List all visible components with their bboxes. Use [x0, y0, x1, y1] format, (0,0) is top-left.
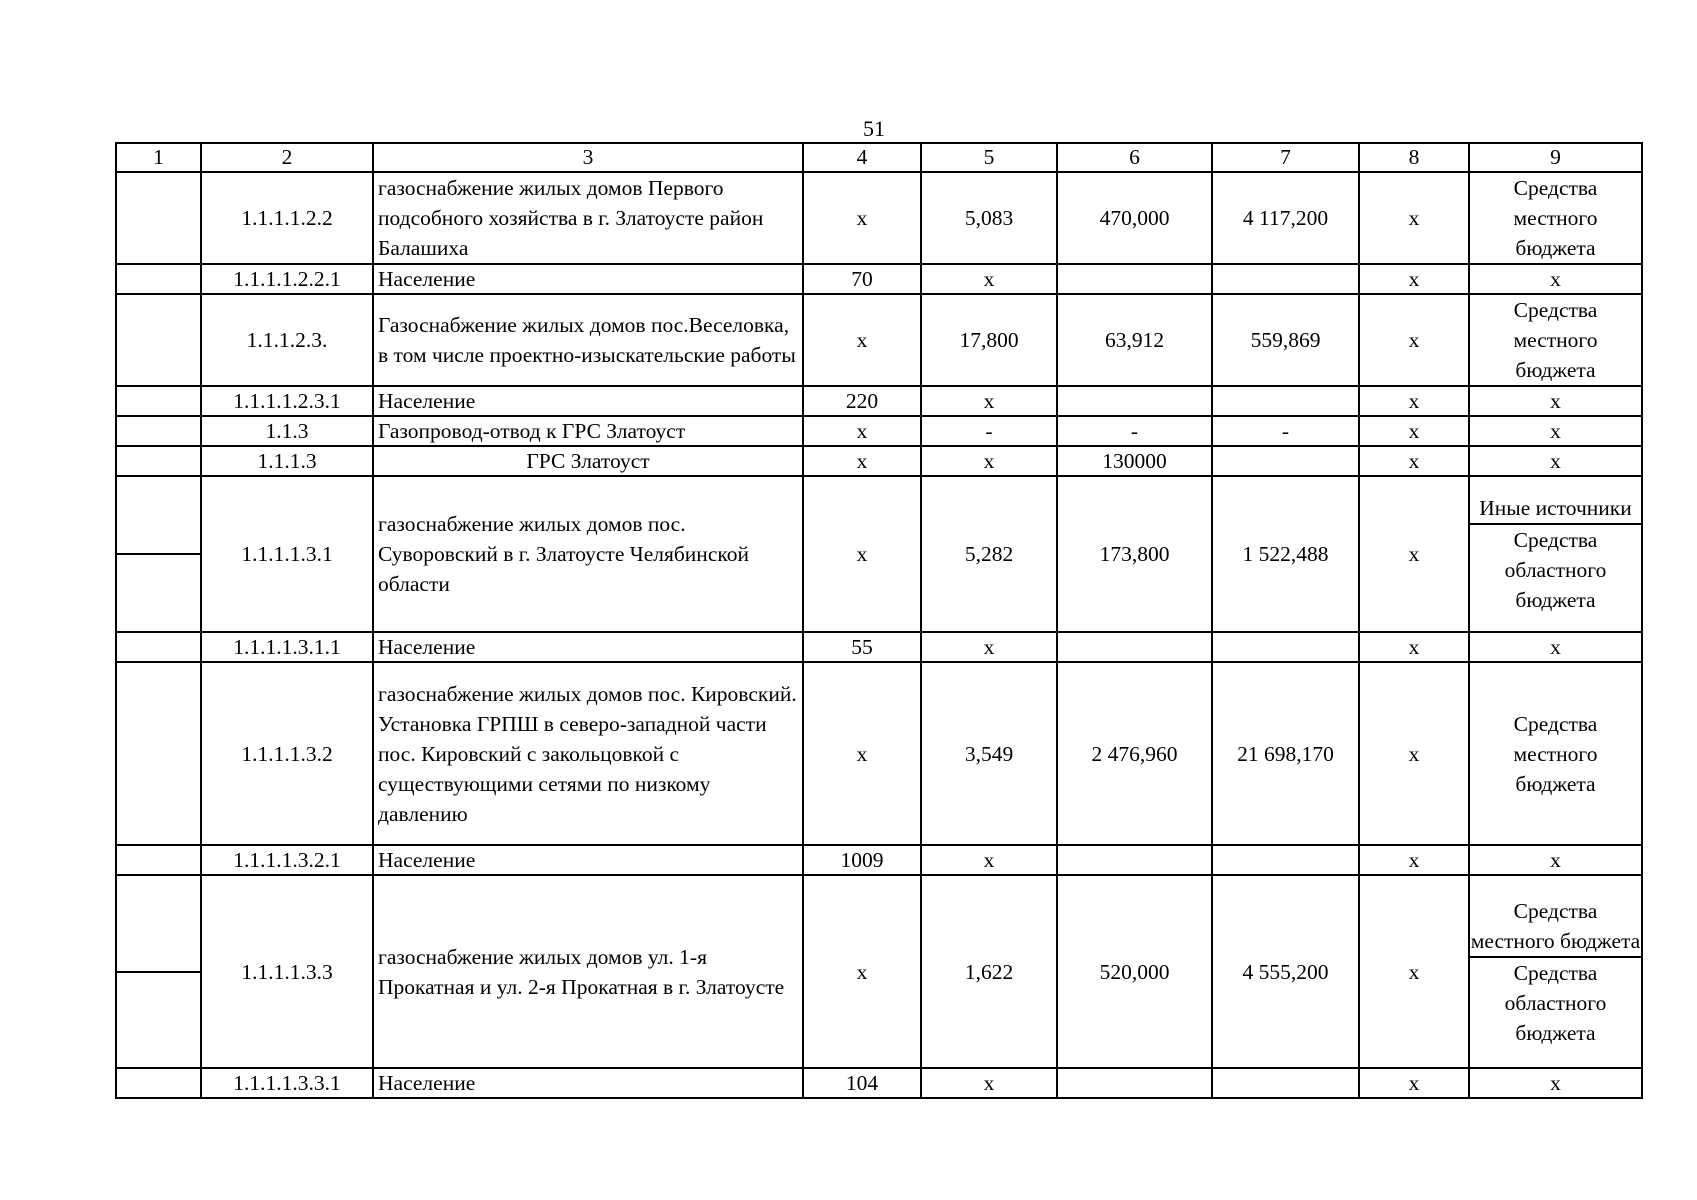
cell-col5: х	[921, 264, 1057, 294]
cell-description: газоснабжение жилых домов пос. Суворовский в г. Златоусте Челябинской области	[373, 476, 803, 632]
table-row	[116, 1068, 1642, 1098]
cell-col6	[1057, 632, 1212, 662]
cell-col5: х	[921, 632, 1057, 662]
cell-funding-source: х	[1469, 416, 1642, 446]
cell-col5: х	[921, 446, 1057, 476]
cell-col5: х	[921, 845, 1057, 875]
cell-col4: х	[803, 875, 921, 1068]
cell-col7	[1212, 264, 1359, 294]
table-row	[116, 386, 1642, 416]
cell-funding-source: Средства местного бюджета	[1469, 172, 1642, 264]
cell-description: газоснабжение жилых домов пос. Кировский. Установка ГРПШ в северо-западной части пос. Кировский с закольцовкой с существующими сетями по низкому давлению	[373, 662, 803, 845]
cell-col4: х	[803, 172, 921, 264]
cell-col8: х	[1359, 845, 1469, 875]
cell-col5: х	[921, 386, 1057, 416]
cell-col1	[116, 386, 201, 416]
cell-col4: 70	[803, 264, 921, 294]
cell-col7: 4 117,200	[1212, 172, 1359, 264]
page-number: 51	[863, 116, 885, 141]
cell-col5: -	[921, 416, 1057, 446]
header-cell: 6	[1057, 143, 1212, 172]
cell-description: Население	[373, 845, 803, 875]
cell-col7: 559,869	[1212, 294, 1359, 386]
cell-col7	[1212, 1068, 1359, 1098]
cell-col7	[1212, 446, 1359, 476]
cell-col1	[116, 1068, 201, 1098]
cell-col6: 63,912	[1057, 294, 1212, 386]
cell-col4: х	[803, 294, 921, 386]
cell-col6	[1057, 386, 1212, 416]
cell-col1	[116, 264, 201, 294]
cell-col5: 1,622	[921, 875, 1057, 1068]
header-cell: 7	[1212, 143, 1359, 172]
cell-code: 1.1.1.1.2.2.1	[201, 264, 373, 294]
cell-code: 1.1.1.1.3.2	[201, 662, 373, 845]
header-cell: 5	[921, 143, 1057, 172]
table-row	[116, 476, 1642, 632]
cell-col6: -	[1057, 416, 1212, 446]
cell-col8: х	[1359, 416, 1469, 446]
cell-description: Население	[373, 264, 803, 294]
cell-col1	[116, 172, 201, 264]
cell-funding-source: х	[1469, 446, 1642, 476]
cell-code: 1.1.1.1.3.3	[201, 875, 373, 1068]
cell-col1	[116, 446, 201, 476]
cell-col1	[116, 632, 201, 662]
cell-col1	[116, 662, 201, 845]
table-row	[116, 875, 1642, 1068]
header-row	[116, 143, 1642, 172]
cell-funding-source	[1469, 476, 1642, 632]
cell-code: 1.1.1.3	[201, 446, 373, 476]
cell-funding-source	[1469, 875, 1642, 1068]
cell-description: газоснабжение жилых домов Первого подсобного хозяйства в г. Златоусте район Балашиха	[373, 172, 803, 264]
cell-col4: х	[803, 476, 921, 632]
cell-col4: х	[803, 416, 921, 446]
cell-funding-source: х	[1469, 386, 1642, 416]
table-row	[116, 845, 1642, 875]
cell-col1	[116, 845, 201, 875]
table-row	[116, 632, 1642, 662]
cell-funding-source: х	[1469, 632, 1642, 662]
cell-description: газоснабжение жилых домов ул. 1-я Прокатная и ул. 2-я Прокатная в г. Златоусте	[373, 875, 803, 1068]
cell-code: 1.1.3	[201, 416, 373, 446]
cell-code: 1.1.1.1.3.1	[201, 476, 373, 632]
cell-description: Газоснабжение жилых домов пос.Веселовка, в том числе проектно-изыскательские работы	[373, 294, 803, 386]
cell-code: 1.1.1.1.3.3.1	[201, 1068, 373, 1098]
cell-col8: х	[1359, 264, 1469, 294]
cell-col5: 17,800	[921, 294, 1057, 386]
cell-col4: 1009	[803, 845, 921, 875]
cell-col1	[116, 416, 201, 446]
cell-funding-source: х	[1469, 1068, 1642, 1098]
table-row	[116, 172, 1642, 264]
cell-col7: 1 522,488	[1212, 476, 1359, 632]
cell-funding-source: Средства местного бюджета	[1469, 294, 1642, 386]
cell-col7: 21 698,170	[1212, 662, 1359, 845]
cell-funding-source: Средства местного бюджета	[1469, 662, 1642, 845]
header-cell: 1	[116, 143, 201, 172]
header-cell: 2	[201, 143, 373, 172]
header-cell: 4	[803, 143, 921, 172]
table-row	[116, 416, 1642, 446]
cell-col1	[116, 294, 201, 386]
cell-col6	[1057, 1068, 1212, 1098]
funding-source-a: Средства местного бюджета	[1470, 898, 1641, 953]
cell-col7: -	[1212, 416, 1359, 446]
cell-col7: 4 555,200	[1212, 875, 1359, 1068]
cell-col1	[116, 476, 201, 632]
table-row	[116, 662, 1642, 845]
header-cell: 8	[1359, 143, 1469, 172]
cell-col8: х	[1359, 875, 1469, 1068]
cell-col6: 520,000	[1057, 875, 1212, 1068]
cell-col6: 130000	[1057, 446, 1212, 476]
cell-code: 1.1.1.1.2.3.1	[201, 386, 373, 416]
cell-col5: 5,083	[921, 172, 1057, 264]
cell-col8: х	[1359, 1068, 1469, 1098]
cell-col6	[1057, 264, 1212, 294]
cell-description: Население	[373, 632, 803, 662]
cell-col7	[1212, 845, 1359, 875]
cell-col1	[116, 875, 201, 1068]
cell-col5: 5,282	[921, 476, 1057, 632]
cell-description: Население	[373, 1068, 803, 1098]
cell-code: 1.1.1.1.3.2.1	[201, 845, 373, 875]
cell-col7	[1212, 632, 1359, 662]
cell-col8: х	[1359, 446, 1469, 476]
cell-col8: х	[1359, 172, 1469, 264]
cell-col6: 173,800	[1057, 476, 1212, 632]
cell-code: 1.1.1.2.3.	[201, 294, 373, 386]
cell-col4: х	[803, 662, 921, 845]
subcell	[117, 553, 200, 555]
cell-funding-source: х	[1469, 845, 1642, 875]
cell-col7	[1212, 386, 1359, 416]
table-row	[116, 294, 1642, 386]
cell-col6: 2 476,960	[1057, 662, 1212, 845]
cell-col5: х	[921, 1068, 1057, 1098]
table-row	[116, 446, 1642, 476]
data-table	[115, 142, 1643, 1099]
funding-source-b: Средства областного бюджета	[1470, 956, 1641, 1048]
cell-col4: 104	[803, 1068, 921, 1098]
cell-code: 1.1.1.1.2.2	[201, 172, 373, 264]
header-cell: 9	[1469, 143, 1642, 172]
cell-col8: х	[1359, 476, 1469, 632]
cell-col6	[1057, 845, 1212, 875]
cell-col4: 220	[803, 386, 921, 416]
table-row	[116, 264, 1642, 294]
cell-description: Население	[373, 386, 803, 416]
cell-col8: х	[1359, 386, 1469, 416]
cell-col6: 470,000	[1057, 172, 1212, 264]
cell-col5: 3,549	[921, 662, 1057, 845]
cell-col8: х	[1359, 294, 1469, 386]
cell-col4: 55	[803, 632, 921, 662]
cell-col8: х	[1359, 632, 1469, 662]
subcell	[117, 971, 200, 973]
cell-funding-source: х	[1469, 264, 1642, 294]
funding-source-b: Средства областного бюджета	[1470, 523, 1641, 615]
header-cell: 3	[373, 143, 803, 172]
cell-description: ГРС Златоуст	[373, 446, 803, 476]
cell-col4: х	[803, 446, 921, 476]
cell-col8: х	[1359, 662, 1469, 845]
cell-description: Газопровод-отвод к ГРС Златоуст	[373, 416, 803, 446]
cell-code: 1.1.1.1.3.1.1	[201, 632, 373, 662]
funding-source-a: Иные источники	[1479, 496, 1632, 520]
